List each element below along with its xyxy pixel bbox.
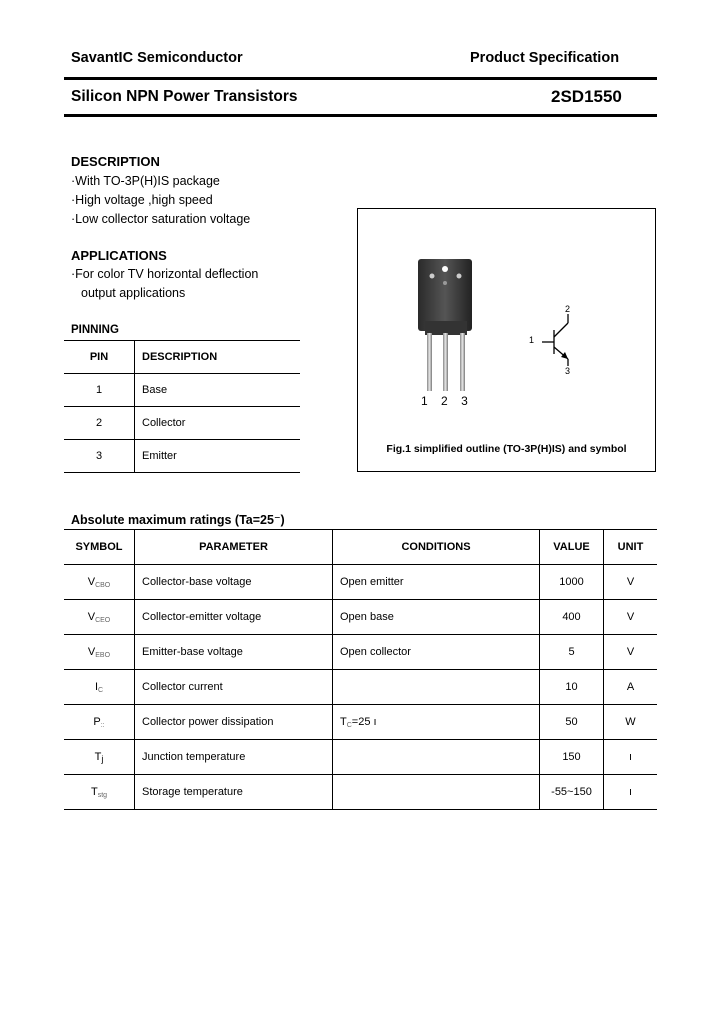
description-item: ·With TO-3P(H)IS package [71,174,220,188]
ratings-title [71,512,285,527]
table-row [64,740,657,775]
symbol-main: I [94,680,98,693]
application-item-cont: output applications [81,286,186,300]
value-cell: 5 [540,635,604,670]
company-name: SavantIC Semiconductor [71,50,243,66]
condition-sub: C [346,721,352,729]
header-rule-bottom [64,114,657,117]
pin-number: 1 [64,374,135,407]
ratings-title-suffix: ⁻) [273,513,285,527]
conditions-cell: Open emitter [333,565,540,600]
symbol-sub: C [98,686,104,694]
symbol-sub: j [101,753,104,764]
symbol-sub: :: [100,721,105,729]
unit-cell: V [604,565,658,600]
ratings-table [64,529,657,810]
parameter-cell: Collector power dissipation [135,705,333,740]
product-line: Silicon NPN Power Transistors [71,88,298,105]
table-header-row [64,341,300,374]
symbol-main: V [87,575,96,588]
symbol-cell [64,740,135,775]
value-cell: -55~150 [540,775,604,810]
table-row [64,565,657,600]
table-row [64,635,657,670]
value-cell: 150 [540,740,604,775]
conditions-cell: Open base [333,600,540,635]
unit-cell: ı [604,740,658,775]
parameter-cell: Junction temperature [135,740,333,775]
symbol-cell [64,635,135,670]
package-pin-labels [421,394,468,408]
parameter-cell: Collector-base voltage [135,565,333,600]
parameter-cell: Emitter-base voltage [135,635,333,670]
table-header-row [64,530,657,565]
symbol-main: T [94,750,102,763]
table-row [64,775,657,810]
parameter-cell: Storage temperature [135,775,333,810]
symbol-pin-label: 3 [565,366,571,376]
table-row [64,440,300,473]
applications-title: APPLICATIONS [71,248,167,263]
symbol-cell [64,775,135,810]
description-title: DESCRIPTION [71,154,160,169]
unit-cell: ı [604,775,658,810]
applications-list [71,265,258,303]
parameter-cell: Collector-emitter voltage [135,600,333,635]
unit-col-header: UNIT [604,530,658,565]
application-item: ·For color TV horizontal deflection [71,267,259,281]
value-cell: 10 [540,670,604,705]
symbol-cell [64,565,135,600]
parameter-col-header: PARAMETER [135,530,333,565]
table-row [64,374,300,407]
pin-description: Emitter [135,440,301,473]
symbol-sub: stg [97,791,108,799]
table-row [64,670,657,705]
conditions-cell: Open collector [333,635,540,670]
symbol-pin-label: 1 [529,335,535,345]
pin-description: Base [135,374,301,407]
symbol-main: V [87,610,96,623]
condition-rest: =25 ı [351,715,377,728]
symbol-cell [64,600,135,635]
pin-number: 2 [64,407,135,440]
part-number: 2SD1550 [551,87,622,106]
unit-cell: V [604,600,658,635]
description-item: ·Low collector saturation voltage [71,212,251,226]
unit-cell: A [604,670,658,705]
symbol-main: V [87,645,96,658]
value-cell: 1000 [540,565,604,600]
description-list [71,172,250,229]
symbol-main: T [90,785,98,798]
pin-col-header: PIN [64,341,135,374]
pin-number: 3 [64,440,135,473]
figure-caption: Fig.1 simplified outline (TO-3P(H)IS) and symbol [386,443,627,455]
value-cell: 50 [540,705,604,740]
conditions-cell [333,705,540,740]
symbol-cell [64,705,135,740]
condition-main: T [340,715,347,728]
symbol-sub: CEO [95,616,111,624]
conditions-col-header: CONDITIONS [333,530,540,565]
symbol-pin-label: 2 [565,304,571,314]
ratings-title-text: Absolute maximum ratings (Ta=25 [71,513,274,527]
description-col-header: DESCRIPTION [135,341,301,374]
table-row [64,705,657,740]
symbol-main: P [93,715,101,728]
parameter-cell: Collector current [135,670,333,705]
conditions-cell [333,775,540,810]
table-row [64,407,300,440]
unit-cell: W [604,705,658,740]
unit-cell: V [604,635,658,670]
description-item: ·High voltage ,high speed [71,193,213,207]
conditions-cell [333,670,540,705]
pinning-title: PINNING [71,324,119,336]
symbol-col-header: SYMBOL [64,530,135,565]
symbol-cell [64,670,135,705]
pinning-table [64,340,300,473]
symbol-sub: EBO [95,651,111,659]
pin-description: Collector [135,407,301,440]
header-rule-top [64,77,657,80]
package-pin-label: 1 [421,394,428,408]
package-pin-label: 2 [441,394,448,408]
value-cell: 400 [540,600,604,635]
symbol-sub: CBO [95,581,111,589]
value-col-header: VALUE [540,530,604,565]
package-pin-label: 3 [461,394,468,408]
doc-type: Product Specification [470,50,620,66]
table-row [64,600,657,635]
figure-box [357,208,656,472]
package-outline-image [358,209,655,439]
conditions-cell [333,740,540,775]
